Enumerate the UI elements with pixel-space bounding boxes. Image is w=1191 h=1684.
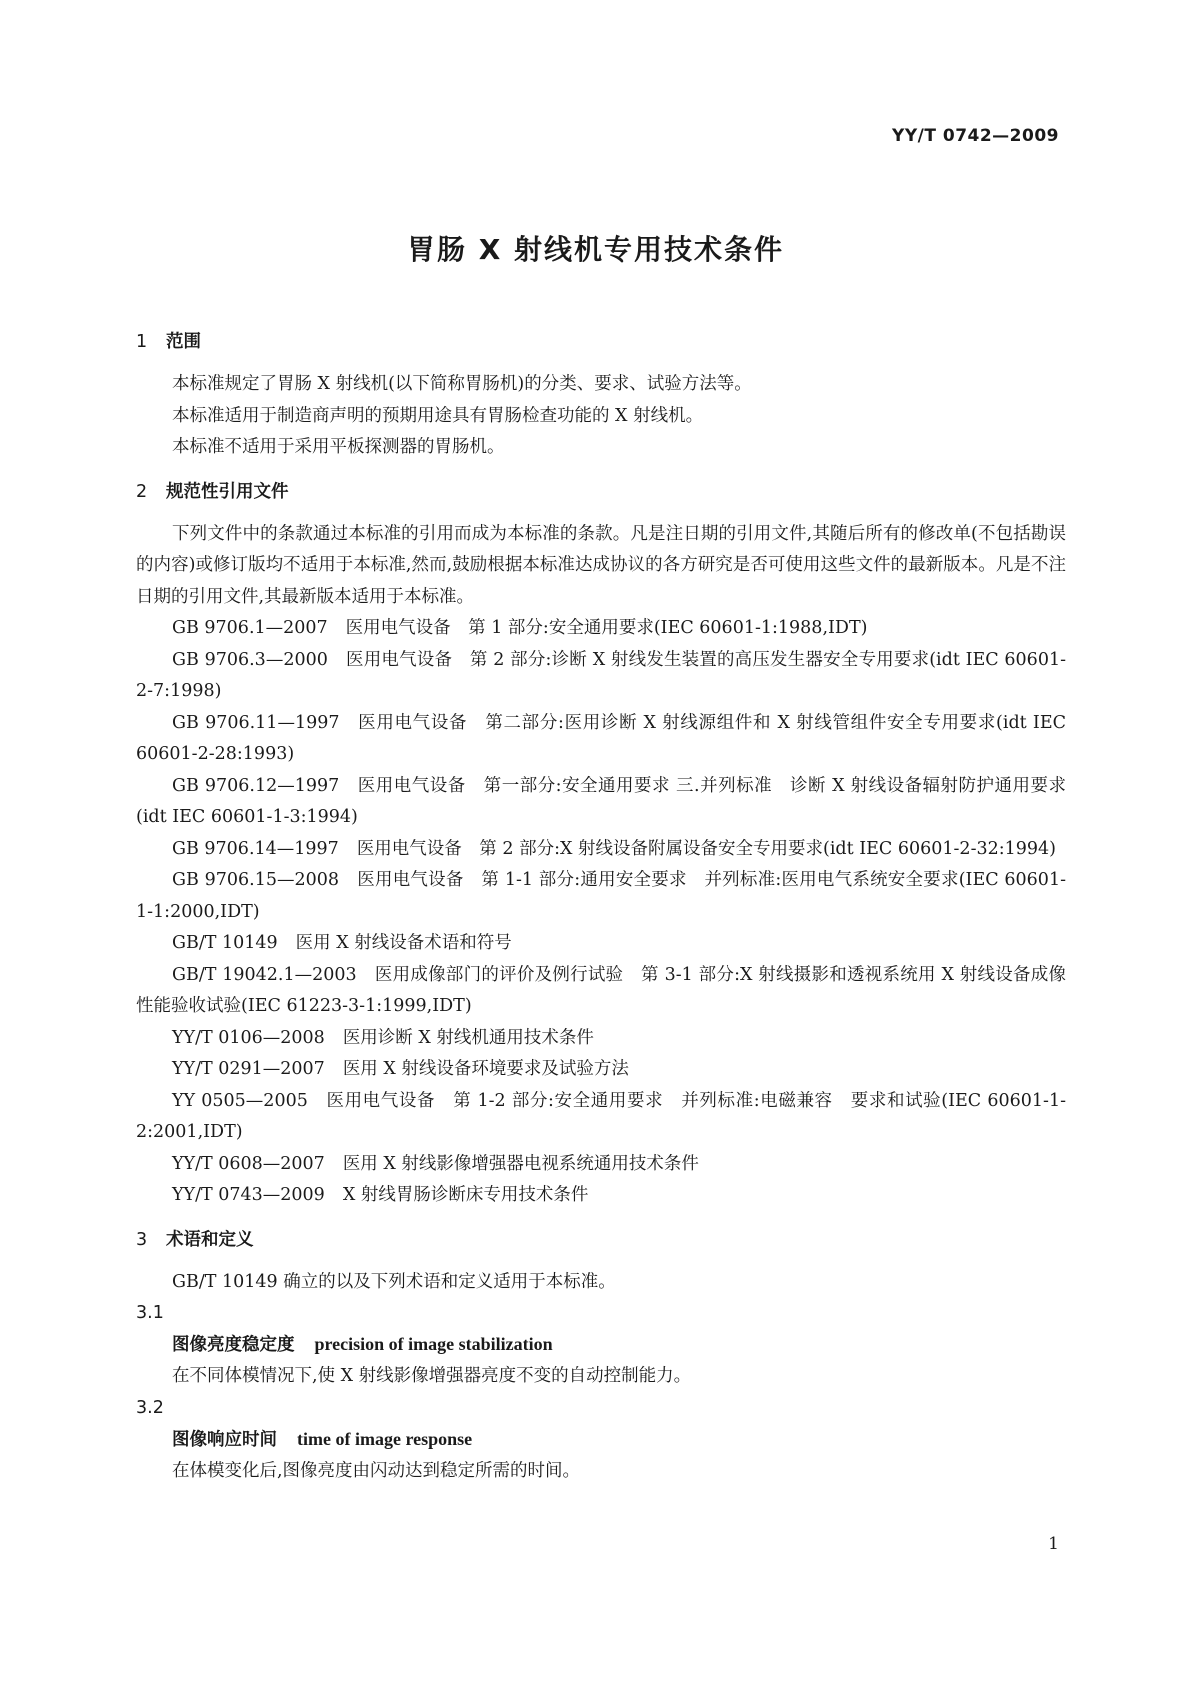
reference-item <box>136 928 1066 960</box>
reference-title: 医用 X 射线设备环境要求及试验方法 <box>342 1059 629 1079</box>
reference-code: GB 9706.1—2007 <box>172 618 328 638</box>
reference-item <box>136 1149 1066 1181</box>
document-body <box>136 327 1066 1487</box>
term-zh: 图像响应时间 <box>172 1429 277 1450</box>
term-zh: 图像亮度稳定度 <box>172 1335 295 1355</box>
clause-number: 3.1 <box>136 1303 164 1323</box>
standard-code: YY/T 0742—2009 <box>892 126 1059 146</box>
reference-title: X 射线胃肠诊断床专用技术条件 <box>342 1185 589 1205</box>
terms-intro: GB/T 10149 确立的以及下列术语和定义适用于本标准。 <box>172 1271 616 1292</box>
term-definition: 在不同体模情况下,使 X 射线影像增强器亮度不变的自动控制能力。 <box>172 1366 692 1386</box>
reference-title: 医用电气设备 第 1-2 部分:安全通用要求 并列标准:电磁兼容 要求和试验(IEC 60601-1-2:2001,IDT) <box>136 1090 1066 1142</box>
reference-code: YY/T 0743—2009 <box>172 1185 325 1205</box>
reference-item <box>136 960 1066 1023</box>
reference-title: 医用电气设备 第 1 部分:安全通用要求(IEC 60601-1:1988,IDT) <box>345 618 868 638</box>
reference-item <box>136 865 1066 928</box>
reference-title: 医用电气设备 第二部分:医用诊断 X 射线源组件和 X 射线管组件安全专用要求(idt IEC 60601-2-28:1993) <box>136 712 1066 764</box>
page-number: 1 <box>1048 1534 1059 1554</box>
reference-title: 医用电气设备 第 2 部分:X 射线设备附属设备安全专用要求(idt IEC 60601-2-32:1994) <box>356 838 1057 859</box>
reference-item <box>136 1023 1066 1055</box>
section-number: 1 <box>136 332 148 352</box>
reference-title: 医用电气设备 第 2 部分:诊断 X 射线发生装置的高压发生器安全专用要求(idt IEC 60601-2-7:1998) <box>136 649 1066 701</box>
reference-item <box>136 771 1066 834</box>
reference-title: 医用成像部门的评价及例行试验 第 3-1 部分:X 射线摄影和透视系统用 X 射线设备成像性能验收试验(IEC 61223-3-1:1999,IDT) <box>136 964 1066 1016</box>
reference-code: GB/T 19042.1—2003 <box>172 964 357 985</box>
reference-code: YY/T 0106—2008 <box>172 1027 325 1048</box>
term-en: time of image response <box>297 1428 473 1449</box>
reference-item <box>136 708 1066 771</box>
reference-item <box>136 1086 1066 1149</box>
term-definition: 在体模变化后,图像亮度由闪动达到稳定所需的时间。 <box>172 1460 581 1481</box>
section-heading-references <box>136 477 1066 507</box>
section-title: 范围 <box>166 332 201 352</box>
clause-number: 3.2 <box>136 1397 164 1418</box>
section-heading-scope <box>136 327 1066 357</box>
reference-item <box>136 1054 1066 1086</box>
reference-title: 医用电气设备 第一部分:安全通用要求 三.并列标准 诊断 X 射线设备辐射防护通用要求(idt IEC 60601-1-3:1994) <box>136 775 1066 827</box>
reference-item <box>136 645 1066 708</box>
section-number: 3 <box>136 1229 148 1250</box>
reference-title: 医用 X 射线影像增强器电视系统通用技术条件 <box>342 1153 699 1174</box>
section-title: 规范性引用文件 <box>166 481 289 502</box>
reference-title: 医用诊断 X 射线机通用技术条件 <box>342 1027 594 1048</box>
reference-item <box>136 834 1066 866</box>
reference-title: 医用 X 射线设备术语和符号 <box>295 933 512 953</box>
reference-code: YY/T 0608—2007 <box>172 1153 325 1174</box>
reference-code: GB 9706.11—1997 <box>172 712 340 733</box>
term-en: precision of image stabilization <box>314 1334 553 1354</box>
references-intro: 下列文件中的条款通过本标准的引用而成为本标准的条款。凡是注日期的引用文件,其随后所有的修改单(不包括勘误的内容)或修订版均不适用于本标准,然而,鼓励根据本标准达成协议的各方研究是否可使用这些文件的最新版本。凡是不注日期的引用文件,其最新版本适用于本标准。 <box>136 523 1066 607</box>
document-title: 胃肠 X 射线机专用技术条件 <box>406 233 785 266</box>
paragraph: 本标准适用于制造商声明的预期用途具有胃肠检查功能的 X 射线机。 <box>172 405 704 426</box>
section-title: 术语和定义 <box>166 1229 254 1250</box>
reference-item <box>136 613 1066 645</box>
paragraph: 本标准规定了胃肠 X 射线机(以下简称胃肠机)的分类、要求、试验方法等。 <box>172 374 752 394</box>
reference-code: YY 0505—2005 <box>172 1090 308 1111</box>
reference-code: GB 9706.3—2000 <box>172 649 328 670</box>
reference-code: GB/T 10149 <box>172 933 278 953</box>
paragraph: 本标准不适用于采用平板探测器的胃肠机。 <box>172 437 505 457</box>
reference-code: GB 9706.15—2008 <box>172 870 340 890</box>
reference-title: 医用电气设备 第 1-1 部分:通用安全要求 并列标准:医用电气系统安全要求(IEC 60601-1-1:2000,IDT) <box>136 870 1066 922</box>
term-entry <box>136 1424 1066 1456</box>
reference-item <box>136 1180 1066 1212</box>
section-number: 2 <box>136 481 148 502</box>
reference-code: GB 9706.12—1997 <box>172 775 340 796</box>
section-heading-terms <box>136 1225 1066 1255</box>
term-entry <box>136 1329 1066 1361</box>
reference-code: GB 9706.14—1997 <box>172 838 339 859</box>
reference-code: YY/T 0291—2007 <box>172 1059 325 1079</box>
